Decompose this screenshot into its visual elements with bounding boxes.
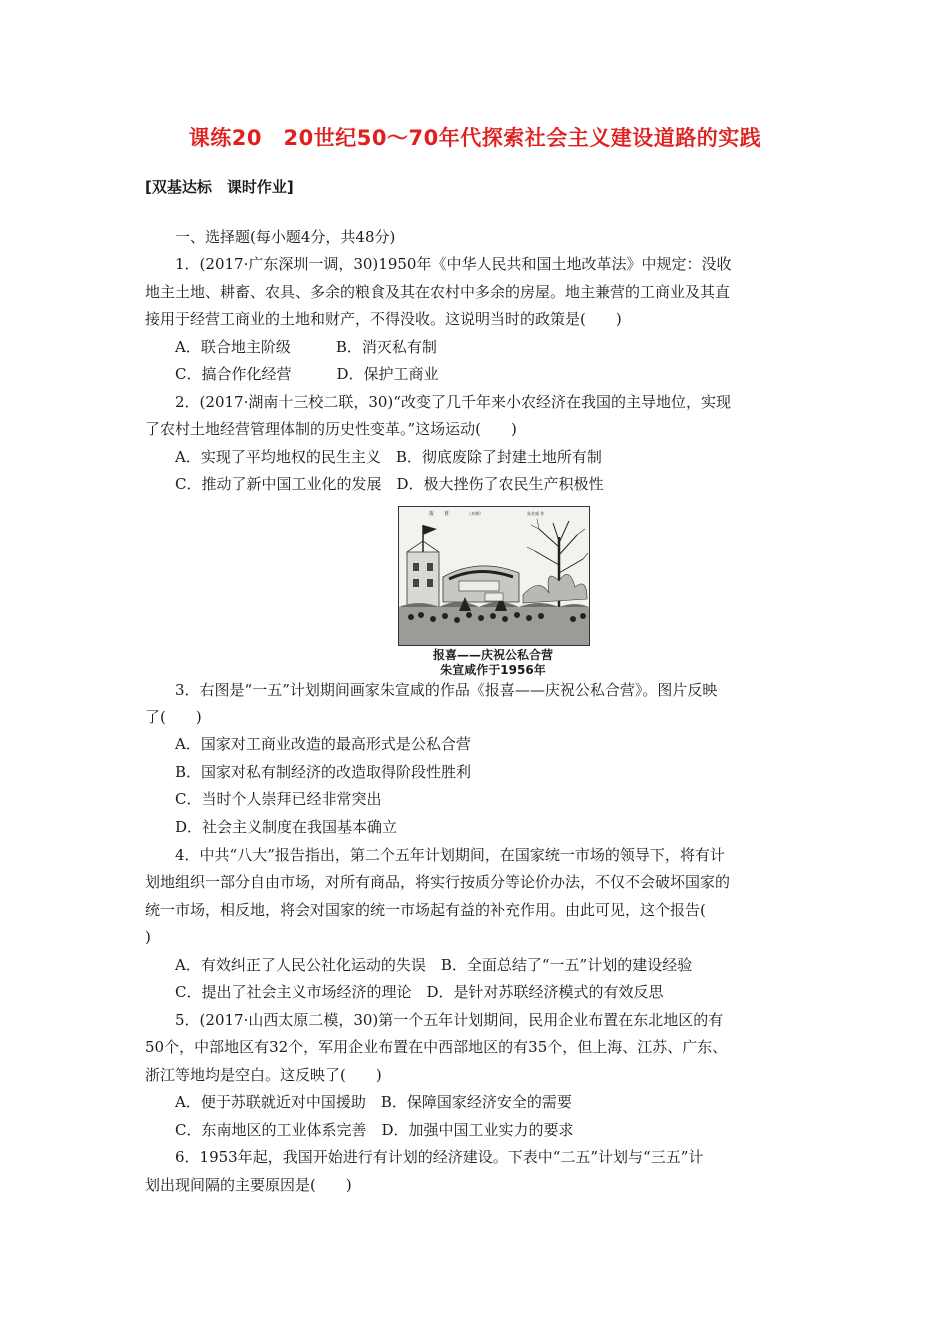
question-5-line-1: 5．(2017·山西太原二模，30)第一个五年计划期间，民用企业布置在东北地区的有: [175, 1011, 724, 1029]
question-5-options-ab: A．便于苏联就近对中国援助 B．保障国家经济安全的需要: [175, 1093, 572, 1111]
question-1-line-3: 接用于经营工商业的土地和财产，不得没收。这说明当时的政策是( ): [145, 310, 622, 328]
question-4-line-2: 划地组织一部分自由市场，对所有商品，将实行按质分等论价办法，不仅不会破坏国家的: [145, 873, 731, 891]
section-heading: [双基达标 课时作业]: [145, 178, 294, 196]
question-4-line-4: ): [145, 928, 151, 946]
question-2-line-2: 了农村土地经营管理体制的历史性变革。”这场运动( ): [145, 420, 517, 438]
question-3-line-1: 3．右图是“一五”计划期间画家朱宣咸的作品《报喜——庆祝公私合营》。图片反映: [175, 681, 718, 699]
question-2-options-ab: A．实现了平均地权的民生主义 B．彻底废除了封建土地所有制: [175, 448, 602, 466]
question-3-line-2: 了( ): [145, 708, 202, 726]
question-1-line-2: 地主土地、耕畜、农具、多余的粮食及其在农村中多余的房屋。地主兼营的工商业及其直: [145, 283, 731, 301]
figure-caption-title: 报喜——庆祝公私合营: [432, 648, 553, 662]
question-4-line-3: 统一市场，相反地，将会对国家的统一市场起有益的补充作用。由此可见，这个报告(: [145, 901, 706, 919]
question-5-line-2: 50个，中部地区有32个，军用企业布置在中西部地区的有35个，但上海、江苏、广东、: [145, 1038, 728, 1056]
figure-header-mid: （木刻）: [467, 511, 483, 516]
question-3-option-c: C．当时个人崇拜已经非常突出: [175, 790, 382, 808]
figure-caption-author: 朱宣咸作于1956年: [440, 663, 546, 677]
question-1-line-1: 1．(2017·广东深圳一调，30)1950年《中华人民共和国土地改革法》中规定：没收: [175, 255, 732, 273]
question-6-line-2: 划出现间隔的主要原因是( ): [145, 1176, 352, 1194]
question-2-line-1: 2．(2017·湖南十三校二联，30)“改变了几千年来小农经济在我国的主导地位，实现: [175, 393, 731, 411]
question-4-options-cd: C．提出了社会主义市场经济的理论 D．是针对苏联经济模式的有效反思: [175, 983, 664, 1001]
question-3-option-a: A．国家对工商业改造的最高形式是公私合营: [175, 735, 471, 753]
question-4-options-ab: A．有效纠正了人民公社化运动的失误 B．全面总结了“一五”计划的建设经验: [175, 956, 693, 974]
page-title: 课练20 20世纪50～70年代探索社会主义建设道路的实践: [188, 126, 762, 150]
woodcut-illustration: [399, 507, 589, 645]
question-6-line-1: 6．1953年起，我国开始进行有计划的经济建设。下表中“二五”计划与“三五”计: [175, 1148, 704, 1166]
question-5-line-3: 浙江等地均是空白。这反映了( ): [145, 1066, 382, 1084]
question-1-options-ab: A．联合地主阶级 B．消灭私有制: [175, 338, 437, 356]
woodcut-figure: [398, 506, 590, 646]
question-3-option-d: D．社会主义制度在我国基本确立: [175, 818, 398, 836]
question-1-options-cd: C．搞合作化经营 D．保护工商业: [175, 365, 439, 383]
figure-header-left: 报 喜: [429, 511, 450, 517]
question-group-heading: 一、选择题(每小题4分，共48分): [175, 228, 396, 246]
question-5-options-cd: C．东南地区的工业体系完善 D．加强中国工业实力的要求: [175, 1121, 574, 1139]
question-4-line-1: 4．中共“八大”报告指出，第二个五年计划期间，在国家统一市场的领导下，将有计: [175, 846, 725, 864]
question-2-options-cd: C．推动了新中国工业化的发展 D．极大挫伤了农民生产积极性: [175, 475, 604, 493]
figure-header-right: 朱宣咸 作: [527, 511, 545, 516]
question-3-option-b: B．国家对私有制经济的改造取得阶段性胜利: [175, 763, 472, 781]
